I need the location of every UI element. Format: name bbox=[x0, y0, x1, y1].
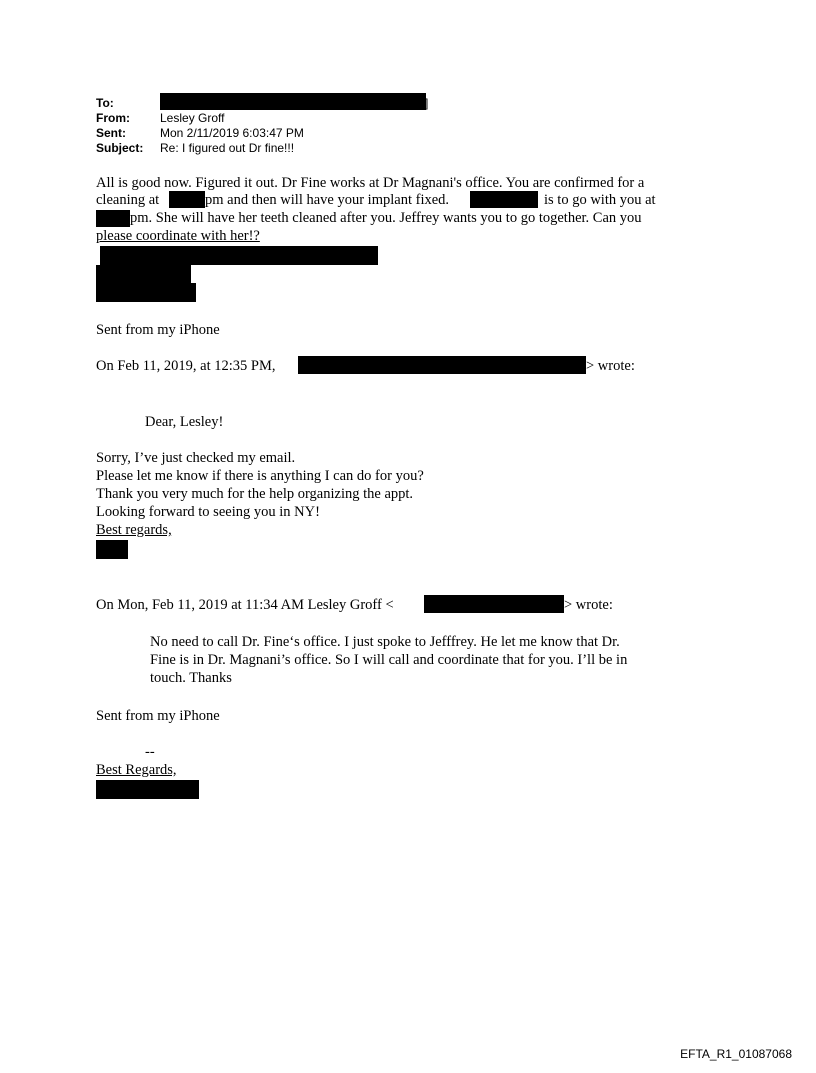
redaction-email-address bbox=[424, 595, 564, 613]
document-id: EFTA_R1_01087068 bbox=[680, 1047, 792, 1061]
subject-label: Subject: bbox=[96, 141, 144, 155]
signature-regards: Best Regards, bbox=[96, 762, 177, 778]
redaction-signature-block-2 bbox=[96, 265, 191, 283]
quote1-line-1: Sorry, I’ve just checked my email. bbox=[96, 450, 296, 466]
sent-label: Sent: bbox=[96, 126, 126, 140]
redaction-quote1-signature bbox=[96, 540, 128, 559]
quote1-line-4: Looking forward to seeing you in NY! bbox=[96, 504, 320, 520]
quote1-intro-start: On Feb 11, 2019, at 12:35 PM, bbox=[96, 358, 276, 374]
to-label: To: bbox=[96, 96, 114, 110]
sent-from-iphone-2: Sent from my iPhone bbox=[96, 708, 220, 724]
quote2-line-2: Fine is in Dr. Magnani’s office. So I will call and coordinate that for you. I’ll be in bbox=[150, 652, 628, 668]
sent-value: Mon 2/11/2019 6:03:47 PM bbox=[160, 126, 304, 140]
redaction-final-signature bbox=[96, 780, 199, 799]
redaction-name-1 bbox=[470, 191, 538, 208]
quote2-line-3: touch. Thanks bbox=[150, 670, 232, 686]
sent-from-iphone-1: Sent from my iPhone bbox=[96, 322, 220, 338]
body-line-2-mid: pm and then will have your implant fixed. bbox=[205, 192, 450, 208]
body-line-2-end: is to go with you at bbox=[544, 192, 656, 208]
email-header bbox=[96, 96, 496, 160]
redaction-time-2 bbox=[96, 210, 130, 227]
signature-dashes: -- bbox=[145, 744, 155, 760]
body-line-4: please coordinate with her!? bbox=[96, 228, 260, 244]
body-line-2-start: cleaning at bbox=[96, 192, 160, 208]
body-line-3: pm. She will have her teeth cleaned after you. Jeffrey wants you to go together. Can you bbox=[130, 210, 642, 226]
from-value: Lesley Groff bbox=[160, 111, 225, 125]
quote1-line-5: Best regards, bbox=[96, 522, 172, 538]
from-label: From: bbox=[96, 111, 130, 125]
quote1-line-3: Thank you very much for the help organizing the appt. bbox=[96, 486, 414, 502]
quote2-line-1: No need to call Dr. Fine‘s office. I just spoke to Jefffrey. He let me know that Dr. bbox=[150, 634, 620, 650]
quote1-line-2: Please let me know if there is anything I can do for you? bbox=[96, 468, 424, 484]
redaction-to bbox=[160, 93, 429, 110]
redaction-signature-block-3 bbox=[96, 283, 196, 302]
redaction-time-1 bbox=[169, 191, 205, 208]
body-line-1: All is good now. Figured it out. Dr Fine works at Dr Magnani's office. You are confirmed for a bbox=[96, 175, 645, 191]
subject-value: Re: I figured out Dr fine!!! bbox=[160, 141, 295, 155]
redaction-sender-1 bbox=[298, 356, 586, 374]
to-suffix: ] bbox=[425, 96, 429, 110]
quote2-intro-end: > wrote: bbox=[564, 597, 613, 613]
redaction-signature-block-1 bbox=[100, 246, 378, 265]
quote1-intro-end: > wrote: bbox=[586, 358, 635, 374]
quote1-greeting: Dear, Lesley! bbox=[145, 414, 224, 430]
quote2-intro-start: On Mon, Feb 11, 2019 at 11:34 AM Lesley Groff < bbox=[96, 597, 394, 613]
